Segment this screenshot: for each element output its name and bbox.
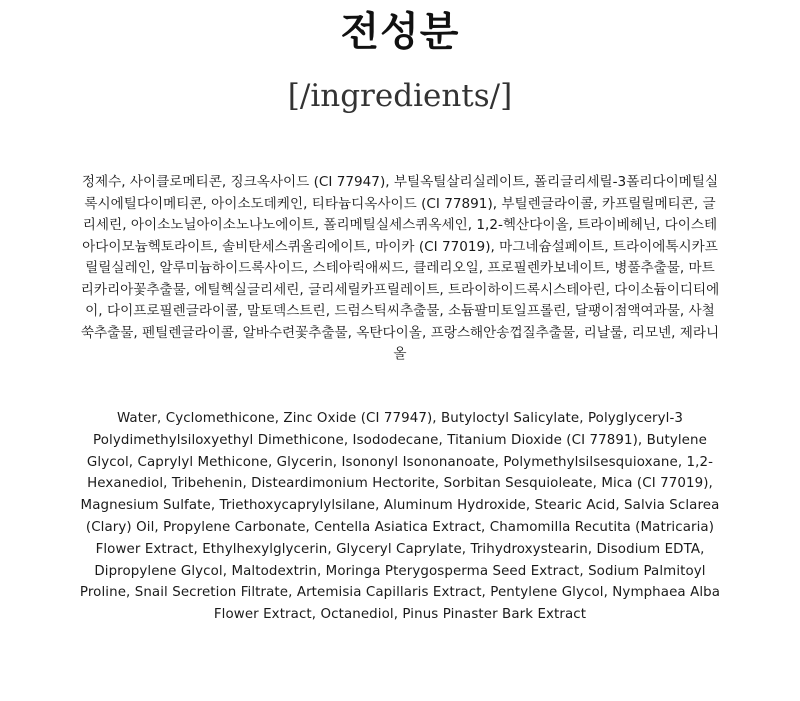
korean-ingredients-list: 정제수, 사이클로메티콘, 징크옥사이드 (CI 77947), 부틸옥틸살리실레이트, 폴리글리세릴-3폴리다이메틸실록시에틸다이메티콘, 아이소도데케인, 티타늄디옥사이드 (CI 77891), 부틸렌글라이콜, 카프릴릴메티콘, 글리세린, 아이소노닐아이소노나노에이트, 폴리메틸실세스퀴옥세인, 1,2-헥산다이올, 트라이베헤닌, 다이스테아다이모늄헥토라이트, 솔비탄세스퀴올리에이트, 마이카 (CI 77019), 마그네슘설페이트, 트라이에톡시카프릴릴실레인, 알루미늄하이드록사이드, 스테아릭애씨드, 클레리오일, 프로필렌카보네이트, 병풀추출물, 마트리카리아꽃추출물, 에틸헥실글리세린, 글리세릴카프릴레이트, 트라이하이드록시스테아린, 다이소듐이디티에이, 다이프로필렌글라이콜, 말토덱스트린, 드럼스틱씨추출물, 소듐팔미토일프롤린, 달팽이점액여과물, 사철쑥추출물, 펜틸렌글라이콜, 알바수련꽃추출물, 옥탄다이올, 프랑스해안송껍질추출물, 리날룰, 리모넨, 제라니올: [80, 174, 720, 362]
page-title: 전성분: [340, 9, 460, 55]
english-ingredients-list: Water, Cyclomethicone, Zinc Oxide (CI 77947), Butyloctyl Salicylate, Polyglyceryl-3 Polydimethylsiloxyethyl Dimethicone, Isododecane, Titanium Dioxide (CI 77891), Butylene Glycol, Caprylyl Methicone, Glycerin, Isononyl Isononanoate, Polymethylsilsesquioxane, 1,2-Hexanediol, Tribehenin, Disteardimonium Hectorite, Sorbitan Sesquioleate, Mica (CI 77019), Magnesium Sulfate, Triethoxycaprylylsilane, Aluminum Hydroxide, Stearic Acid, Salvia Sclarea (Clary) Oil, Propylene Carbonate, Centella Asiatica Extract, Chamomilla Recutita (Matricaria) Flower Extract, Ethylhexylglycerin, Glyceryl Caprylate, Trihydroxystearin, Disodium EDTA, Dipropylene Glycol, Maltodextrin, Moringa Pterygosperma Seed Extract, Sodium Palmitoyl Proline, Snail Secretion Filtrate, Artemisia Capillaris Extract, Pentylene Glycol, Nymphaea Alba Flower Extract, Octanediol, Pinus Pinaster Bark Extract: [79, 411, 721, 623]
page-subtitle: [/ingredients/]: [287, 78, 513, 114]
